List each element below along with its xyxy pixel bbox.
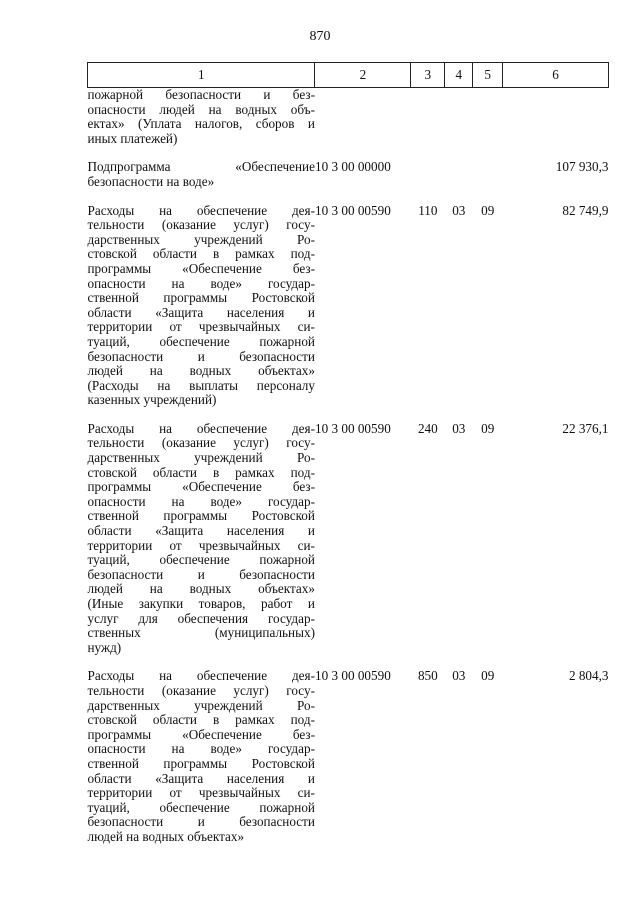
subsection-code: 09 — [481, 202, 495, 218]
description-line: туаций, обеспечение пожарной — [87, 333, 315, 349]
target-article-code: 10 3 00 00590 — [314, 420, 391, 436]
amount — [503, 88, 609, 147]
description-line: (Расходы на выплаты персоналу — [87, 377, 315, 393]
description-line: тельности (оказание услуг) госу- — [87, 435, 315, 451]
target-article-code: 10 3 00 00590 — [314, 668, 391, 684]
description-line: казенных учреждений) — [87, 392, 217, 408]
header-col-6: 6 — [503, 63, 609, 88]
description-line: программы «Обеспечение без- — [87, 260, 315, 276]
expense-description — [88, 88, 315, 147]
expense-type-code: 110 — [418, 202, 438, 218]
subsection-code — [473, 88, 503, 147]
description-line: ственной программы Ростовской — [87, 508, 315, 524]
description-line: области «Защита населения и — [87, 304, 315, 320]
description-line: тельности (оказание услуг) госу- — [87, 217, 315, 233]
row-spacer — [88, 655, 609, 669]
description-line: людей на водных объектах» — [87, 363, 315, 379]
table-body — [88, 88, 609, 845]
description-line: безопасности на воде» — [87, 173, 215, 189]
description-line: дарственных учреждений Ро- — [87, 450, 315, 466]
amount: 107 930,3 — [555, 159, 609, 175]
description-line: (Иные закупки товаров, работ и — [87, 596, 315, 611]
section-code: 03 — [452, 202, 466, 218]
description-line: пожарной безопасности и без- — [87, 87, 315, 102]
section-code: 03 — [452, 420, 466, 436]
description-line: Расходы на обеспечение дея- — [87, 202, 315, 218]
header-col-4: 4 — [445, 63, 473, 88]
description-line: туаций, обеспечение пожарной — [87, 552, 315, 568]
row-spacer — [88, 190, 609, 204]
description-line: иных платежей) — [87, 130, 178, 146]
section-code — [445, 88, 473, 147]
description-line: территории от чрезвычайных си- — [87, 785, 315, 801]
header-col-2: 2 — [315, 63, 411, 88]
description-line: туаций, обеспечение пожарной — [87, 799, 315, 815]
expense-description — [88, 669, 315, 844]
table-row — [88, 669, 609, 844]
description-line: ственной программы Ростовской — [87, 290, 315, 306]
expense-description — [88, 422, 315, 656]
description-line: территории от чрезвычайных си- — [87, 537, 315, 553]
description-line: опасности людей на водных объ- — [87, 101, 315, 117]
table-header-row — [88, 63, 609, 88]
table-row — [88, 422, 609, 656]
description-line: опасности на воде» государ- — [87, 493, 315, 509]
target-article-code: 10 3 00 00000 — [314, 159, 391, 175]
description-line: Подпрограмма «Обеспечение — [87, 159, 315, 175]
description-line: опасности на воде» государ- — [87, 275, 315, 291]
description-line: людей на водных объектах» — [87, 581, 315, 597]
row-spacer — [88, 408, 609, 422]
description-line: безопасности и безопасности — [87, 348, 315, 364]
description-line: стовской области в рамках под- — [87, 712, 315, 728]
description-line: безопасности и безопасности — [87, 566, 315, 582]
expense-description — [88, 204, 315, 408]
amount: 2 804,3 — [568, 668, 609, 684]
expense-description — [88, 160, 315, 189]
description-line: стовской области в рамках под- — [87, 246, 315, 262]
budget-table — [87, 62, 609, 845]
row-spacer — [88, 146, 609, 160]
table-row — [88, 160, 609, 189]
description-line: услуг для обеспечения государ- — [87, 610, 315, 626]
section-code — [445, 160, 473, 189]
description-line: ственной программы Ростовской — [87, 755, 315, 771]
description-line: дарственных учреждений Ро- — [87, 231, 315, 247]
subsection-code — [473, 160, 503, 189]
header-col-5: 5 — [473, 63, 503, 88]
description-line: ственных (муниципальных) — [87, 625, 315, 641]
target-article-code: 10 3 00 00590 — [314, 202, 391, 218]
description-line: ектах» (Уплата налогов, сборов и — [87, 116, 315, 132]
description-line: опасности на воде» государ- — [87, 741, 315, 757]
description-line: стовской области в рамках под- — [87, 464, 315, 480]
expense-type-code — [411, 160, 445, 189]
description-line: людей на водных объектах» — [87, 828, 245, 844]
page-number: 870 — [309, 29, 331, 44]
description-line: программы «Обеспечение без- — [87, 479, 315, 495]
expense-type-code: 850 — [417, 668, 438, 684]
subsection-code: 09 — [481, 420, 495, 436]
description-line: дарственных учреждений Ро- — [87, 697, 315, 713]
subsection-code: 09 — [481, 668, 495, 684]
description-line: программы «Обеспечение без- — [87, 726, 315, 742]
description-line: Расходы на обеспечение дея- — [87, 420, 315, 436]
amount: 22 376,1 — [562, 420, 609, 436]
section-code: 03 — [452, 668, 466, 684]
description-line: территории от чрезвычайных си- — [87, 319, 315, 335]
description-line: области «Защита населения и — [87, 770, 315, 786]
expense-type-code — [411, 88, 445, 147]
expense-type-code: 240 — [417, 420, 438, 436]
table-row — [88, 88, 609, 147]
header-col-1: 1 — [88, 63, 315, 88]
description-line: нужд) — [87, 639, 122, 655]
description-line: области «Защита населения и — [87, 523, 315, 539]
header-col-3: 3 — [411, 63, 445, 88]
description-line: безопасности и безопасности — [87, 814, 315, 830]
table-row — [88, 204, 609, 408]
description-line: тельности (оказание услуг) госу- — [87, 682, 315, 698]
target-article-code — [315, 88, 411, 147]
description-line: Расходы на обеспечение дея- — [87, 668, 315, 684]
amount: 82 749,9 — [562, 202, 609, 218]
